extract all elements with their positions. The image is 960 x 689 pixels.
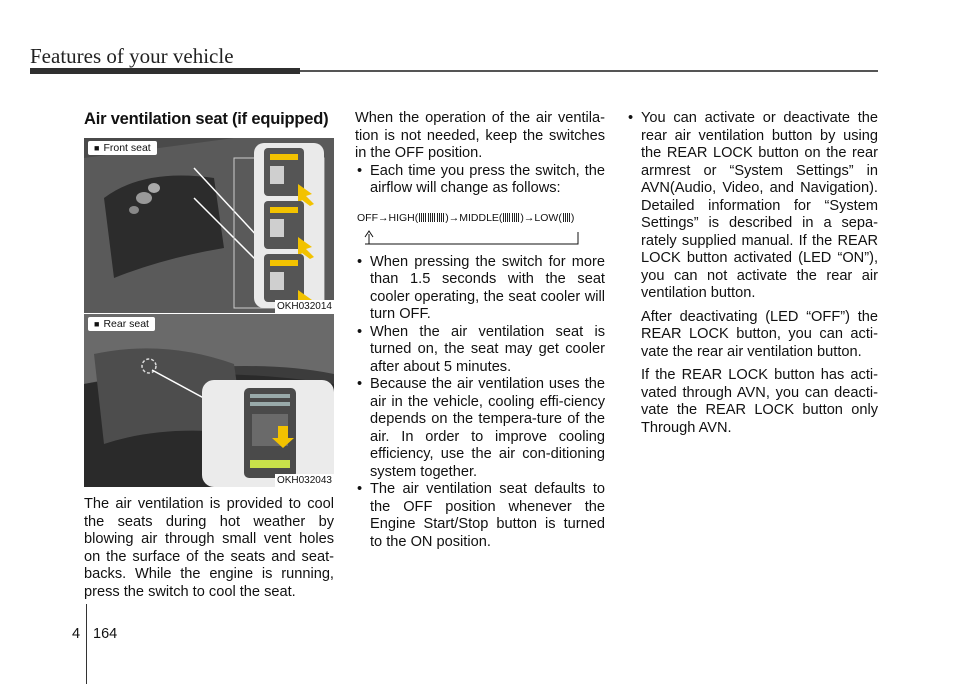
paragraph-through-avn: If the REAR LOCK button has acti-vated through AVN, you can deacti-vate the REAR LOCK button only Through AVN. [641, 367, 878, 436]
square-bullet-icon: ■ [94, 319, 100, 329]
bullet-rear-lock: • You can activate or deactivate the rear air ventilation button by using the REAR LOCK button on the rear armrest or “System Settings” in AVN(Audio, Video, and Navigation). Detailed information for “System Settings” is described in a sepa-rately supplied manual. If the REAR LOCK button activated (LED “ON”), you can not activate the rear air ventilation button. [626, 110, 878, 303]
bullet-default-off: • The air ventilation seat defaults to the OFF position whenever the Engine Start/Stop button is turned to the ON position. [355, 481, 605, 551]
bullet-list-3 [626, 110, 878, 303]
led-icon [563, 213, 570, 222]
bullet-airflow-change: • Each time you press the switch, the airflow will change as follows: [355, 163, 605, 198]
bullet-long-press: • When pressing the switch for more than 1.5 seconds with the seat cooler operating, the seat cooler will turn OFF. [355, 254, 605, 324]
page-number: 164 [93, 626, 118, 642]
front-seat-photo [84, 138, 334, 313]
led-icon [437, 213, 444, 222]
front-seat-illustration [84, 138, 334, 313]
paragraph-off-position: When the operation of the air ventila-tion is not needed, keep the switches in the OFF position. [355, 110, 605, 161]
paragraph-after-deactivating: After deactivating (LED “OFF”) the REAR LOCK button, you can acti-vate the rear air ventilation button. [641, 308, 878, 360]
front-seat-label: ■ Front seat [88, 141, 157, 155]
led-icon [503, 213, 510, 222]
column-3 [626, 110, 878, 437]
chapter-number: 4 [72, 626, 81, 642]
column-2 [355, 110, 605, 551]
cycle-return-arrow [363, 226, 593, 246]
rear-seat-image-code: OKH032043 [276, 475, 332, 486]
header-rule-dark [30, 68, 300, 74]
rear-seat-illustration [84, 314, 334, 487]
airflow-sequence-diagram: OFF→HIGH( )→MIDDLE( )→LOW( ) [355, 206, 605, 246]
rear-seat-photo [84, 314, 334, 487]
bullet-list-2 [355, 254, 605, 552]
column-1 [84, 496, 334, 601]
bullet-cooler-time: • When the air ventilation seat is turned on, the seat may get cooler after about 5 minutes. [355, 324, 605, 377]
intro-paragraph: The air ventilation is provided to cool the seats during hot weather by blowing air through small vent holes on the surface of the seats and seat-backs. While the engine is running, press the switch to cool the seat. [84, 496, 334, 600]
led-icon [512, 213, 519, 222]
bullet-efficiency: • Because the air ventilation uses the air in the vehicle, cooling effi-ciency depends on the tempera-ture of the air. In order to improve cooling efficiency, use the air con-ditioning system together. [355, 376, 605, 481]
footer-divider [86, 604, 87, 684]
section-title: Air ventilation seat (if equipped) [84, 110, 329, 128]
led-icon [428, 213, 435, 222]
header-rule-light [300, 70, 878, 72]
front-seat-image-code: OKH032014 [276, 301, 332, 312]
square-bullet-icon: ■ [94, 143, 100, 153]
led-icon [419, 213, 426, 222]
page-header-title: Features of your vehicle [30, 44, 234, 68]
bullet-list-1 [355, 163, 605, 198]
rear-seat-label: ■ Rear seat [88, 317, 155, 331]
